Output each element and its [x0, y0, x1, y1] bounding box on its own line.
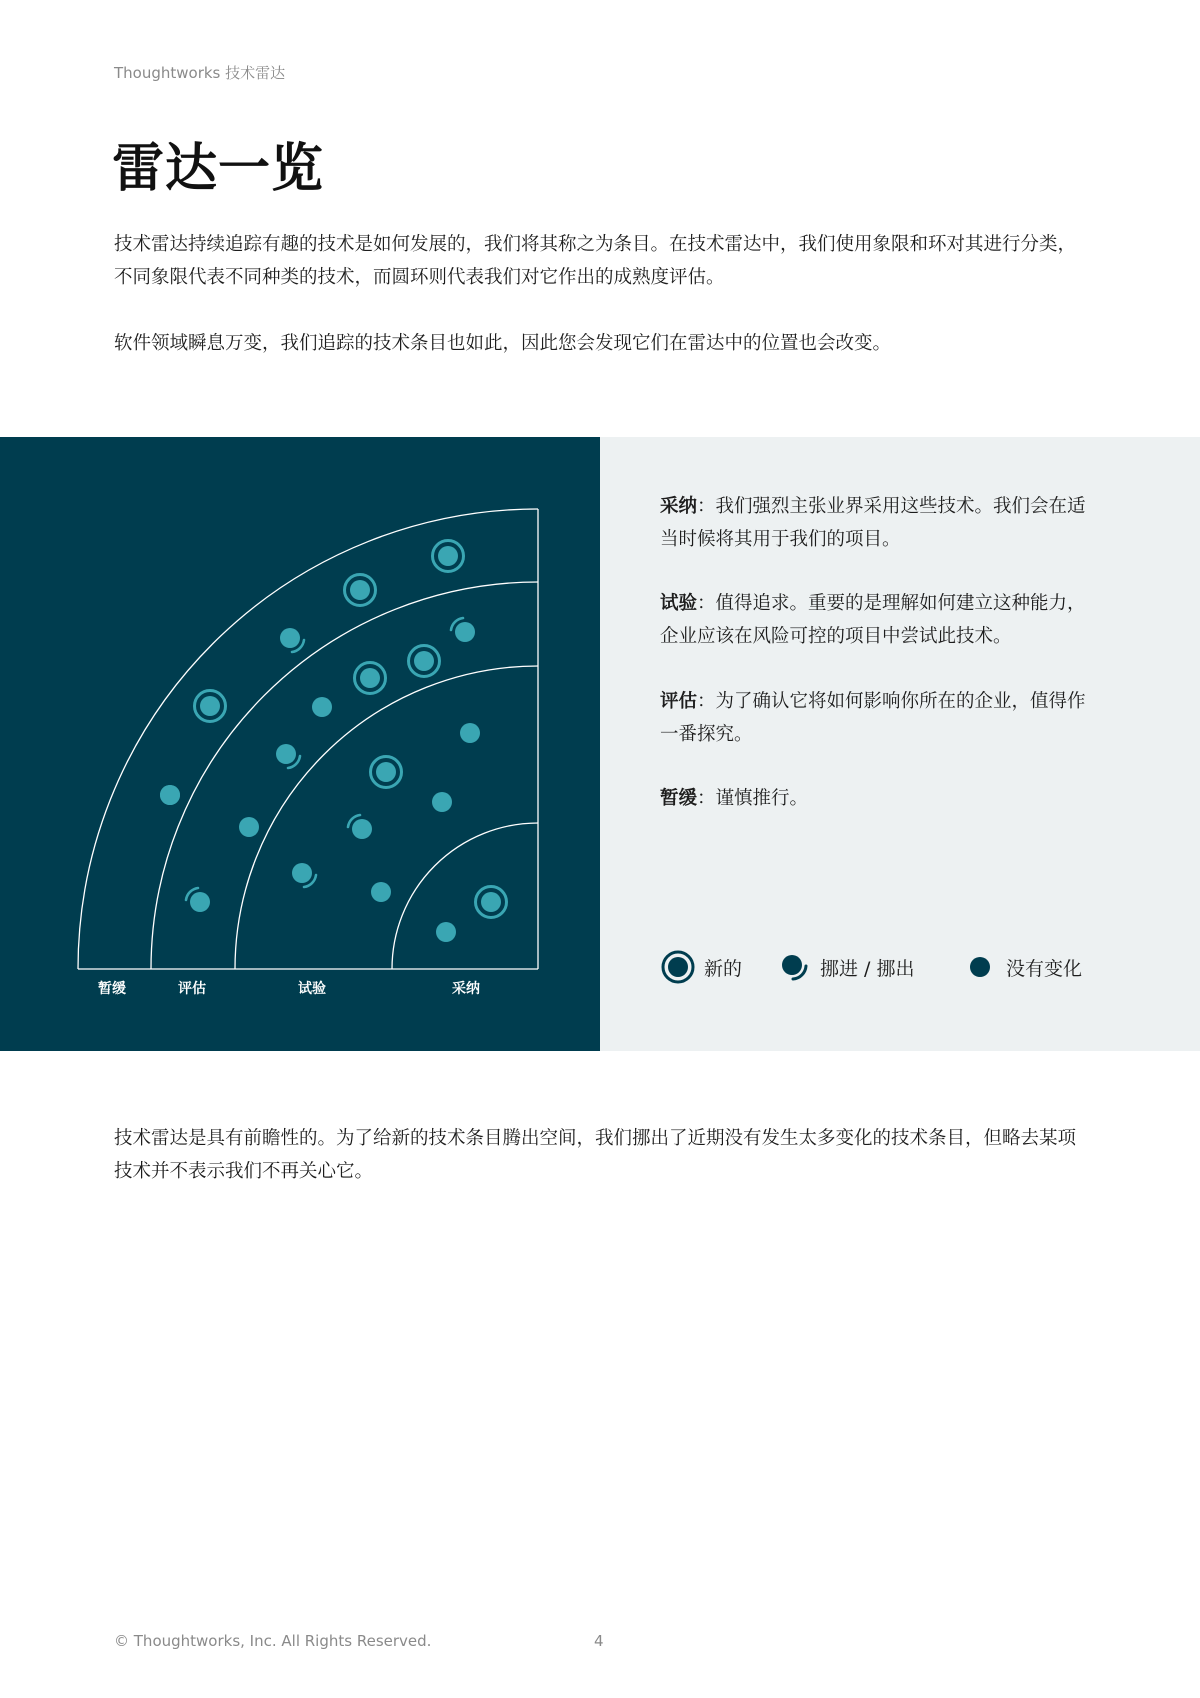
legend-item-new	[660, 947, 742, 987]
no-change-blip-icon	[962, 949, 998, 985]
radar-panel	[0, 437, 600, 1051]
moved-blip-icon	[776, 949, 812, 985]
change-paragraph: 软件领域瞬息万变，我们追踪的技术条目也如此，因此您会发现它们在雷达中的位置也会改变。	[114, 333, 892, 354]
new-blip-icon	[660, 949, 696, 985]
radar-blip-moved	[348, 815, 372, 839]
radar-blip-moved	[186, 888, 210, 912]
radar-blip-no-change	[436, 922, 456, 942]
radar-blip-new	[433, 541, 464, 572]
legend-panel	[600, 437, 1200, 1051]
radar-blip-new	[476, 887, 507, 918]
definition-term: 试验	[660, 593, 698, 614]
radar-blips	[160, 541, 507, 943]
legend-label-no-change: 没有变化	[1006, 957, 1083, 980]
definition-adopt	[660, 490, 1100, 556]
ring-label-trial: 试验	[298, 981, 326, 997]
radar-blip-no-change	[312, 697, 332, 717]
definition-trial	[660, 587, 1100, 653]
radar-blip-no-change	[460, 723, 480, 743]
definition-hold	[660, 782, 1100, 815]
radar-blip-new	[355, 663, 386, 694]
running-header: Thoughtworks 技术雷达	[114, 64, 286, 82]
radar-blip-moved	[451, 618, 475, 642]
definition-text: ：谨慎推行。	[697, 788, 809, 809]
definition-term: 采纳	[660, 496, 698, 517]
page-title: 雷达一览	[112, 138, 325, 199]
legend-label-moved: 挪进 / 挪出	[820, 957, 915, 980]
radar-blip-moved	[292, 863, 316, 887]
ring-label-adopt: 采纳	[452, 981, 480, 997]
radar-arc-adopt	[392, 823, 538, 969]
ring-label-assess: 评估	[178, 981, 206, 997]
radar-arc-trial	[235, 666, 538, 969]
definition-term: 暂缓	[660, 788, 698, 809]
legend-item-no-change	[962, 947, 1082, 987]
radar-blip-new	[195, 691, 226, 722]
radar-blip-no-change	[160, 785, 180, 805]
definition-text: ：值得追求。重要的是理解如何建立这种能力，企业应该在风险可控的项目中尝试此技术。	[660, 593, 1086, 647]
radar-blip-new	[345, 575, 376, 606]
footer-copyright: © Thoughtworks, Inc. All Rights Reserved.	[114, 1632, 432, 1650]
definition-assess	[660, 685, 1100, 751]
radar-blip-moved	[280, 628, 304, 652]
ring-label-hold: 暂缓	[98, 981, 126, 997]
legend-item-moved	[776, 947, 914, 987]
intro-paragraph: 技术雷达持续追踪有趣的技术是如何发展的，我们将其称之为条目。在技术雷达中，我们使用象限和环对其进行分类，不同象限代表不同种类的技术，而圆环则代表我们对它作出的成熟度评估。	[114, 234, 1077, 288]
radar-blip-no-change	[239, 817, 259, 837]
radar-blip-no-change	[432, 792, 452, 812]
radar-blip-new	[371, 757, 402, 788]
radar-blip-moved	[276, 744, 300, 768]
radar-blip-no-change	[371, 882, 391, 902]
radar-diagram	[0, 437, 600, 1051]
closing-paragraph: 技术雷达是具有前瞻性的。为了给新的技术条目腾出空间，我们挪出了近期没有发生太多变化的技术条目，但略去某项技术并不表示我们不再关心它。	[114, 1128, 1077, 1182]
definition-text: ：我们强烈主张业界采用这些技术。我们会在适当时候将其用于我们的项目。	[660, 496, 1086, 550]
legend	[600, 947, 1200, 987]
legend-label-new: 新的	[704, 957, 743, 980]
definition-term: 评估	[660, 691, 698, 712]
radar-blip-new	[409, 646, 440, 677]
page-number: 4	[594, 1632, 604, 1650]
definition-text: ：为了确认它将如何影响你所在的企业，值得作一番探究。	[660, 691, 1086, 745]
